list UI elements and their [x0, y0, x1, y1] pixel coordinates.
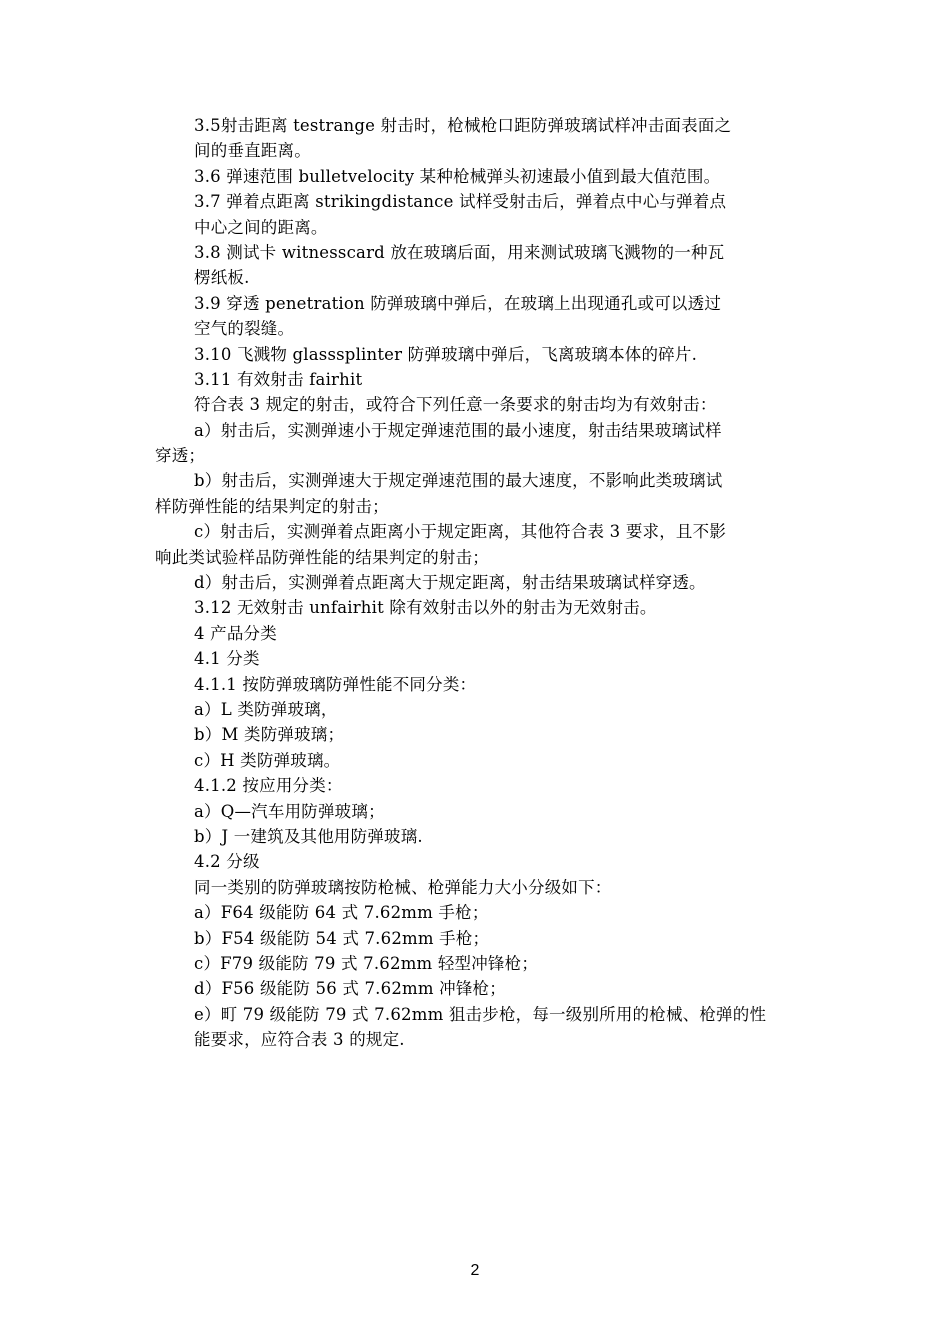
text-line: 响此类试验样品防弹性能的结果判定的射击； — [155, 547, 489, 567]
page-number: 2 — [470, 1262, 480, 1279]
text-line: 3.9 穿透 penetration 防弹玻璃中弹后，在玻璃上出现通孔或可以透过 — [194, 293, 722, 313]
text-line: 3.12 无效射击 unfairhit 除有效射击以外的射击为无效射击。 — [194, 598, 657, 618]
text-line: a）F64 级能防 64 式 7.62mm 手枪； — [194, 903, 489, 923]
text-line: 间的垂直距离。 — [194, 141, 311, 161]
text-line: 能要求，应符合表 3 的规定. — [194, 1030, 405, 1050]
text-line: 同一类别的防弹玻璃按防枪械、枪弹能力大小分级如下： — [194, 877, 612, 897]
text-line: b）M 类防弹玻璃； — [194, 725, 345, 745]
text-line: 3.8 测试卡 witnesscard 放在玻璃后面，用来测试玻璃飞溅物的一种瓦 — [194, 242, 725, 262]
text-line: a）Q—汽车用防弹玻璃； — [194, 801, 385, 821]
text-line: 4.1.1 按防弹玻璃防弹性能不同分类： — [194, 674, 477, 694]
text-line: b）J 一建筑及其他用防弹玻璃. — [194, 826, 423, 846]
text-line: d）F56 级能防 56 式 7.62mm 冲锋枪； — [194, 979, 506, 999]
text-line: 穿透； — [155, 446, 206, 466]
text-line: c）射击后，实测弹着点距离小于规定距离，其他符合表 3 要求，且不影 — [194, 522, 727, 542]
body-text — [155, 113, 810, 1052]
text-line: c）F79 级能防 79 式 7.62mm 轻型冲锋枪； — [194, 953, 539, 973]
text-line: 4.2 分级 — [194, 852, 260, 872]
text-line: 空气的裂缝。 — [194, 319, 295, 339]
text-line: b）F54 级能防 54 式 7.62mm 手枪； — [194, 928, 490, 948]
text-line: 4.1.2 按应用分类： — [194, 776, 343, 796]
text-line: c）H 类防弹玻璃。 — [194, 750, 341, 770]
text-line: 楞纸板. — [194, 268, 250, 288]
text-line: d）射击后，实测弹着点距离大于规定距离，射击结果玻璃试样穿透。 — [194, 573, 706, 593]
text-line: 3.10 飞溅物 glasssplinter 防弹玻璃中弹后，飞离玻璃本体的碎片. — [194, 344, 698, 364]
text-line: 3.7 弹着点距离 strikingdistance 试样受射击后，弹着点中心与弹着点 — [194, 192, 727, 212]
text-line: 4 产品分类 — [194, 623, 277, 643]
text-line: e）町 79 级能防 79 式 7.62mm 狙击步枪，每一级别所用的枪械、枪弹的性 — [194, 1004, 767, 1024]
text-line: a）射击后，实测弹速小于规定弹速范围的最小速度，射击结果玻璃试样 — [194, 420, 722, 440]
text-line: 3.5射击距离 testrange 射击时，枪械枪口距防弹玻璃试样冲击面表面之 — [194, 116, 732, 135]
text-line: 3.6 弹速范围 bulletvelocity 某种枪械弹头初速最小值到最大值范围。 — [194, 166, 721, 186]
text-line: 符合表 3 规定的射击，或符合下列任意一条要求的射击均为有效射击： — [194, 395, 717, 415]
text-line: a）L 类防弹玻璃， — [194, 699, 338, 719]
text-line: 样防弹性能的结果判定的射击； — [155, 496, 389, 516]
text-line: 中心之间的距离。 — [194, 217, 328, 237]
text-line: 4.1 分类 — [194, 649, 260, 669]
text-line: b）射击后，实测弹速大于规定弹速范围的最大速度，不影响此类玻璃试 — [194, 471, 723, 491]
text-line: 3.11 有效射击 fairhit — [194, 369, 363, 389]
